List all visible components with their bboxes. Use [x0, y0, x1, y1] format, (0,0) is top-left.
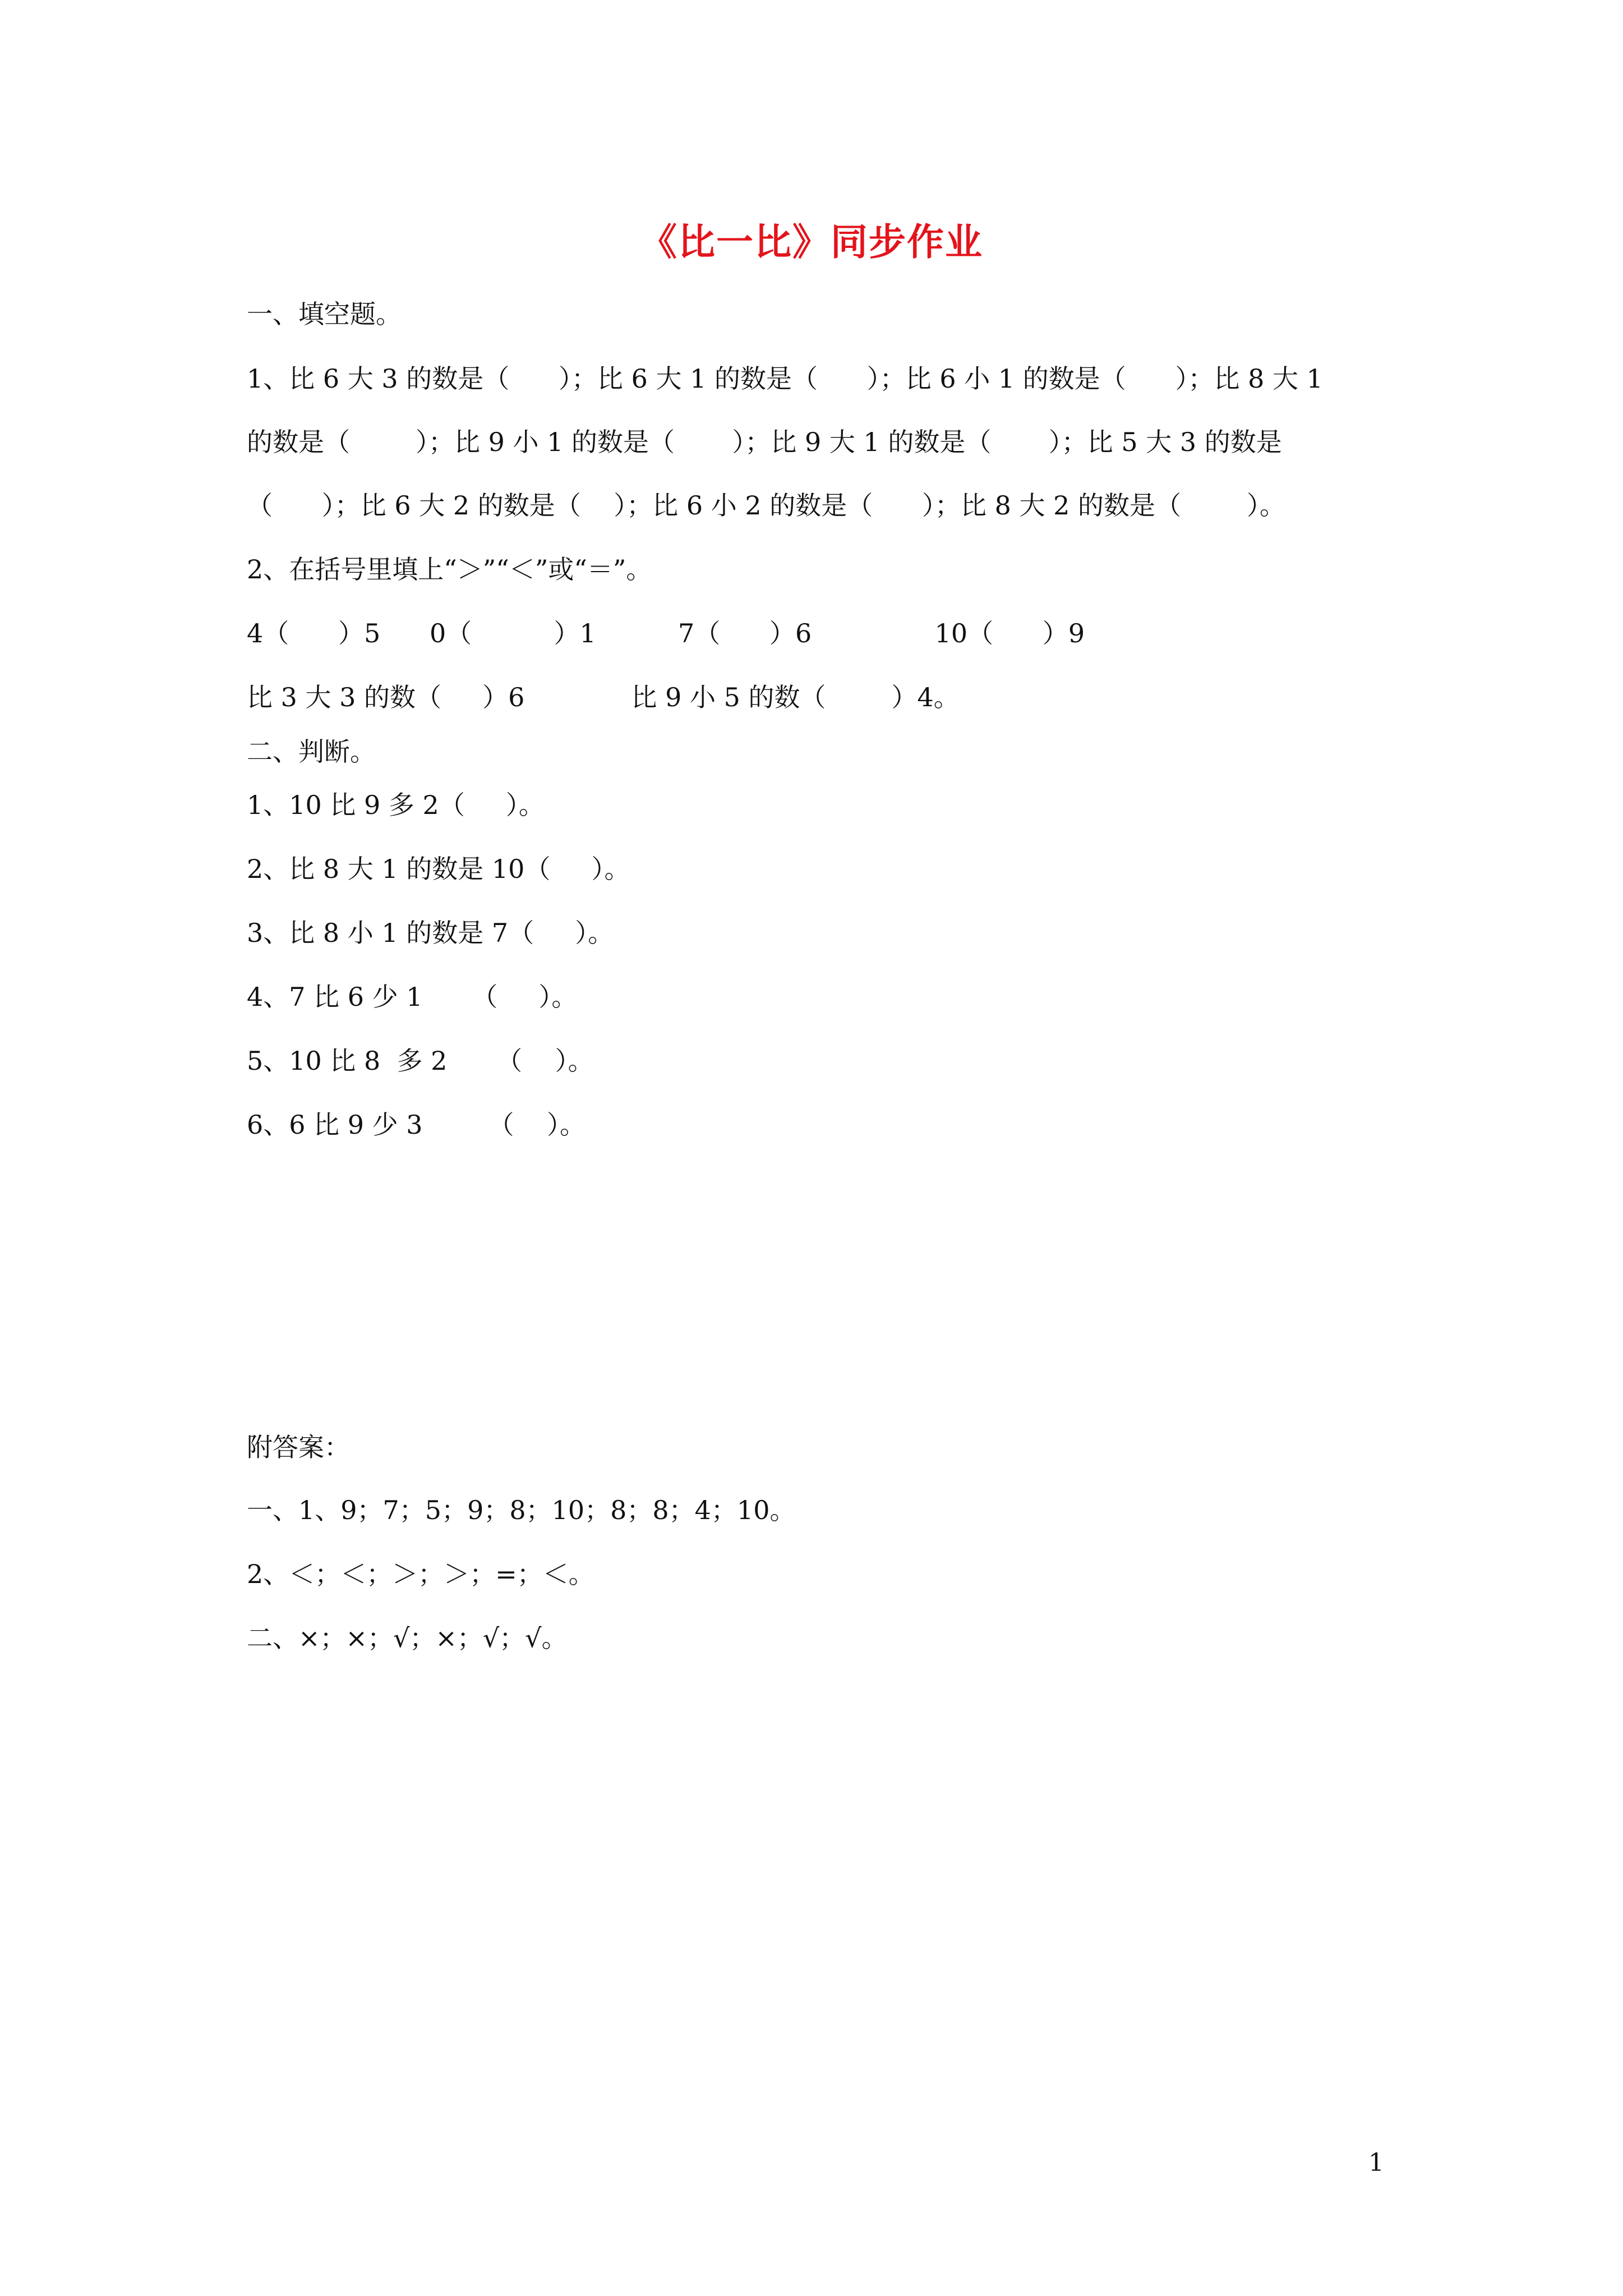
- question-line: 的数是（ ）；比 9 小 1 的数是（ ）；比 9 大 1 的数是（ ）；比 5 大 3 的数是: [247, 427, 1282, 457]
- question-line: 2、比 8 大 1 的数是 10（ ）。: [247, 854, 630, 884]
- page-number: 1: [1368, 2148, 1384, 2177]
- question-line: 1、比 6 大 3 的数是（ ）；比 6 大 1 的数是（ ）；比 6 小 1 的数是（ ）；比 8 大 1: [247, 364, 1323, 394]
- question-line: 1、10 比 9 多 2（ ）。: [247, 790, 545, 820]
- question-line: 6、6 比 9 少 3 （ ）。: [247, 1110, 586, 1140]
- answer-heading: 附答案：: [247, 1432, 350, 1462]
- answer-line: 2、＜；＜；＞；＞；=；＜。: [247, 1559, 594, 1589]
- question-line: 4、7 比 6 少 1 （ ）。: [247, 982, 578, 1012]
- question-line: 3、比 8 小 1 的数是 7（ ）。: [247, 918, 614, 948]
- section-heading-fill-blank: 一、填空题。: [247, 299, 402, 329]
- section-heading-judge: 二、判断。: [247, 737, 376, 767]
- question-line: 比 3 大 3 的数（ ）6 比 9 小 5 的数（ ）4。: [247, 682, 960, 712]
- answer-line: 二、×；×；√；×；√；√。: [247, 1623, 568, 1653]
- question-line: 4（ ）5 0（ ）1 7（ ）6 10（ ）9: [247, 618, 1085, 648]
- question-line: 5、10 比 8 多 2 （ ）。: [247, 1046, 594, 1076]
- question-line: 2、在括号里填上“＞”“＜”或“＝”。: [247, 554, 652, 585]
- answer-line: 一、1、9；7；5；9；8；10；8；8；4；10。: [247, 1495, 796, 1525]
- page-title: 《比一比》同步作业: [640, 220, 983, 264]
- question-line: （ ）；比 6 大 2 的数是（ ）；比 6 小 2 的数是（ ）；比 8 大 2 的数是（ ）。: [247, 490, 1285, 521]
